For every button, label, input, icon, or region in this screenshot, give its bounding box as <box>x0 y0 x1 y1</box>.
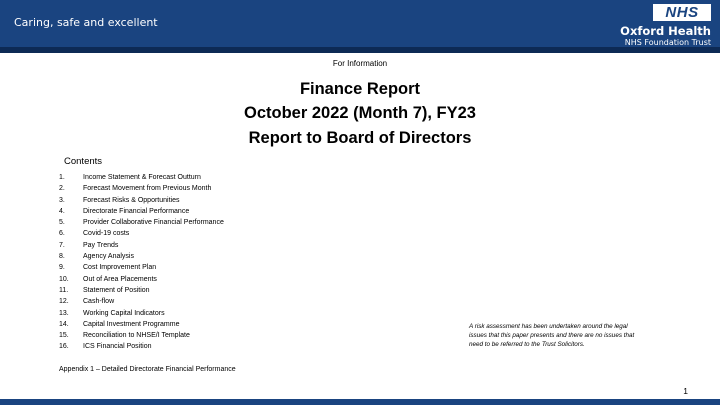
footer-bar <box>0 399 720 405</box>
toc-number: 15. <box>59 332 69 340</box>
title-line-2: October 2022 (Month 7), FY23 <box>244 104 476 122</box>
toc-item <box>59 240 224 251</box>
header-divider <box>0 47 720 53</box>
toc-text: Capital Investment Programme <box>83 320 180 328</box>
appendix-line: Appendix 1 – Detailed Directorate Financial Performance <box>59 366 236 373</box>
toc-item <box>59 172 224 183</box>
toc-number: 11. <box>59 286 69 294</box>
toc-item <box>59 262 224 273</box>
header-bar <box>0 0 720 47</box>
contents-heading: Contents <box>64 156 103 167</box>
toc-item <box>59 319 224 330</box>
toc-text: Working Capital Indicators <box>83 309 165 317</box>
toc-number: 7. <box>59 241 65 249</box>
toc-text: Directorate Financial Performance <box>83 207 190 215</box>
toc-text: Provider Collaborative Financial Performance <box>83 219 224 227</box>
toc-item <box>59 330 224 341</box>
toc-text: Reconciliation to NHSE/I Template <box>83 332 190 340</box>
toc-text: Forecast Movement from Previous Month <box>83 185 212 193</box>
nhs-logo: NHS <box>653 4 711 21</box>
toc-item <box>59 341 224 352</box>
toc-number: 16. <box>59 343 69 351</box>
toc-number: 1. <box>59 174 65 181</box>
toc-text: Income Statement & Forecast Outturn <box>83 174 201 181</box>
toc-item <box>59 217 224 228</box>
toc-text: Cost Improvement Plan <box>83 264 157 272</box>
risk-assessment-note: A risk assessment has been undertaken around the legal issues that this paper presents and there are no issues that need to be referred to the Trust Solicitors. <box>469 323 635 348</box>
tagline: Caring, safe and excellent <box>14 16 158 29</box>
toc-number: 8. <box>59 253 65 261</box>
toc-item <box>59 251 224 262</box>
toc-text: Out of Area Placements <box>83 275 157 283</box>
toc-item <box>59 206 224 217</box>
toc-text: Agency Analysis <box>83 253 134 261</box>
toc-number: 10. <box>59 275 69 283</box>
toc-number: 2. <box>59 185 65 193</box>
toc-number: 4. <box>59 207 65 215</box>
toc-number: 12. <box>59 298 69 306</box>
toc-item <box>59 296 224 307</box>
toc-text: Statement of Position <box>83 286 150 294</box>
toc-text: Cash-flow <box>83 298 115 306</box>
title-line-3: Report to Board of Directors <box>248 129 472 147</box>
toc-number: 9. <box>59 264 65 272</box>
for-information-label: For Information <box>332 59 388 68</box>
title-line-1: Finance Report <box>299 80 421 98</box>
page-number: 1 <box>683 386 688 396</box>
toc-item <box>59 228 224 239</box>
toc-text: Pay Trends <box>83 241 119 249</box>
toc-text: Forecast Risks & Opportunities <box>83 196 180 204</box>
toc-text: ICS Financial Position <box>83 343 152 351</box>
toc-number: 14. <box>59 320 69 328</box>
toc-item <box>59 195 224 206</box>
org-subtitle: NHS Foundation Trust <box>624 38 711 47</box>
toc-number: 5. <box>59 219 65 227</box>
toc-item <box>59 274 224 285</box>
toc-number: 13. <box>59 309 69 317</box>
toc-item <box>59 308 224 319</box>
toc-text: Covid-19 costs <box>83 230 130 238</box>
toc-item <box>59 285 224 296</box>
toc-number: 6. <box>59 230 65 238</box>
contents-list <box>59 172 224 353</box>
toc-number: 3. <box>59 196 65 204</box>
toc-item <box>59 183 224 194</box>
org-name: Oxford Health <box>620 24 711 38</box>
